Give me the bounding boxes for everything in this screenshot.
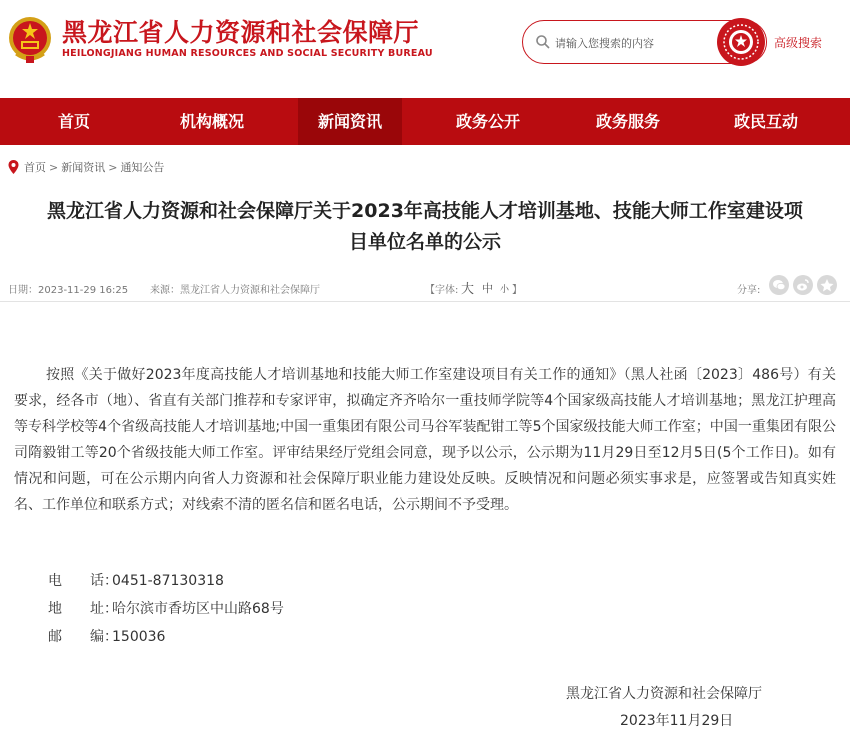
contact-address bbox=[48, 598, 284, 618]
publish-date: 日期：2023-11-29 16:25 bbox=[8, 285, 129, 296]
signature-date: 2023年11月29日 bbox=[620, 713, 734, 729]
search-button[interactable] bbox=[717, 18, 765, 66]
location-pin-icon bbox=[8, 160, 19, 174]
nav-item-services[interactable]: 政务服务 bbox=[595, 112, 660, 131]
nav-item-news[interactable]: 新闻资讯 bbox=[298, 98, 402, 145]
contact-phone bbox=[48, 570, 224, 590]
search-input[interactable] bbox=[555, 33, 705, 53]
font-size-label: 【字体: bbox=[425, 285, 459, 296]
site-subtitle: HEILONGJIANG HUMAN RESOURCES AND SOCIAL SECURITY BUREAU bbox=[62, 48, 433, 59]
contact-postcode-value: 150036 bbox=[112, 629, 166, 645]
site-header bbox=[0, 0, 850, 98]
breadcrumb-home[interactable]: 首页 bbox=[24, 161, 46, 174]
nav-item-interaction[interactable]: 政民互动 bbox=[733, 112, 798, 131]
breadcrumb-separator: > bbox=[108, 160, 118, 174]
contact-address-label: 地 址： bbox=[48, 601, 118, 617]
breadcrumb-separator: > bbox=[49, 160, 59, 174]
article-title-line2: 目单位名单的公示 bbox=[348, 231, 501, 253]
meta-divider bbox=[0, 301, 850, 302]
font-size-large-button[interactable]: 大 bbox=[461, 282, 475, 297]
qzone-icon[interactable] bbox=[817, 275, 837, 295]
contact-postcode-label: 邮 编： bbox=[48, 629, 118, 645]
national-emblem-icon[interactable] bbox=[6, 14, 54, 64]
breadcrumb-news[interactable]: 新闻资讯 bbox=[61, 161, 106, 174]
advanced-search-link[interactable]: 高级搜索 bbox=[774, 36, 823, 50]
nav-item-about[interactable]: 机构概况 bbox=[179, 112, 244, 131]
breadcrumb bbox=[8, 158, 164, 176]
font-size-medium-button[interactable]: 中 bbox=[482, 282, 493, 295]
nav-item-government-affairs[interactable]: 政务公开 bbox=[455, 112, 520, 131]
emblem-seal-icon bbox=[717, 18, 765, 66]
site-title[interactable]: 黑龙江省人力资源和社会保障厅 bbox=[62, 18, 420, 47]
main-nav bbox=[0, 98, 850, 145]
share-label: 分享: bbox=[737, 285, 761, 296]
nav-item-home[interactable]: 首页 bbox=[57, 112, 90, 131]
article-body: 按照《关于做好2023年度高技能人才培训基地和技能大师工作室建设项目有关工作的通知》（黑人社函〔2023〕486号）有关要求，经各市（地）、省直有关部门推荐和专家评审，拟确定齐齐哈尔一重技师学院等4个国家级高技能人才培训基地；黑龙江护理高等专科学校等4个省级高技能人才培训基地;中国一重集团有限公司马谷军装配钳工等5个国家级技能大师工作室；中国一重集团有限公司隋毅钳工等20个省级技能大师工作室。评审结果经厅党组会同意，现予以公示，公示期为11月29日至12月5日(5个工作日)。如有情况和问题，可在公示期内向省人力资源和社会保障厅职业能力建设处反映。反映情况和问题必须实事求是，应签署或告知真实姓名、工作单位和联系方式；对线索不清的匿名信和匿名电话，公示期间不予受理。 bbox=[14, 367, 836, 513]
article-title bbox=[0, 196, 850, 258]
article-title-line1: 黑龙江省人力资源和社会保障厅关于2023年高技能人才培训基地、技能大师工作室建设项 bbox=[47, 200, 803, 222]
font-size-close-bracket: 】 bbox=[512, 285, 522, 296]
breadcrumb-notices[interactable]: 通知公告 bbox=[120, 161, 165, 174]
article-source: 来源：黑龙江省人力资源和社会保障厅 bbox=[150, 285, 320, 296]
article-meta bbox=[0, 273, 850, 301]
contact-address-value: 哈尔滨市香坊区中山路68号 bbox=[112, 601, 284, 617]
weibo-icon[interactable] bbox=[793, 275, 813, 295]
wechat-icon[interactable] bbox=[769, 275, 789, 295]
contact-phone-label: 电 话： bbox=[48, 573, 118, 589]
contact-postcode bbox=[48, 626, 165, 646]
signature-org: 黑龙江省人力资源和社会保障厅 bbox=[566, 686, 762, 702]
search-icon bbox=[535, 34, 551, 50]
contact-phone-value: 0451-87130318 bbox=[112, 573, 224, 589]
font-size-small-button[interactable]: 小 bbox=[500, 285, 510, 295]
